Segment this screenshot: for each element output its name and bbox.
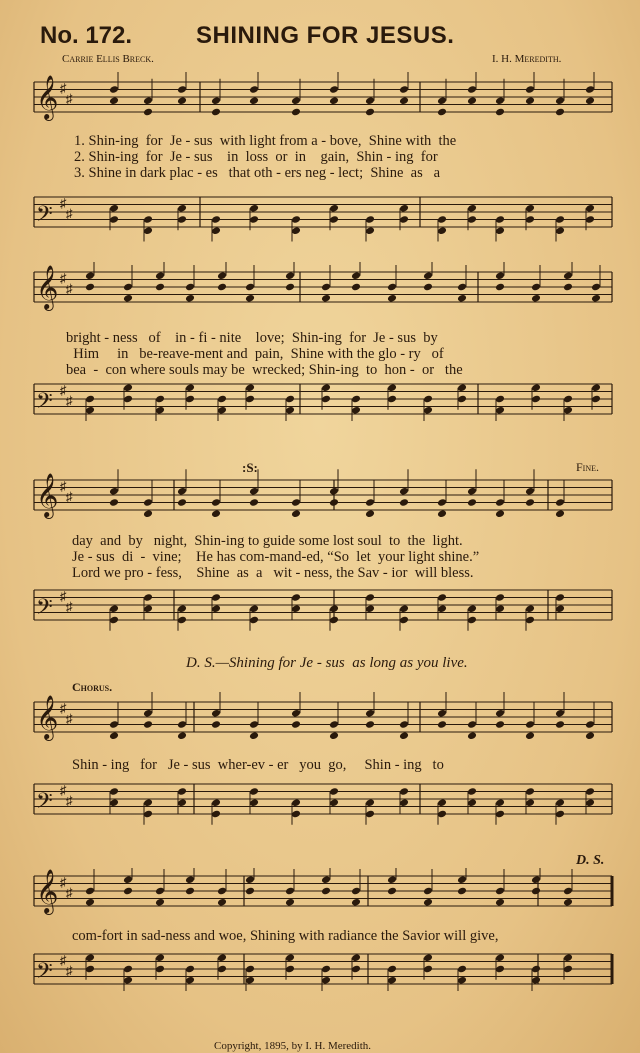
note-head [467,498,477,507]
note-head [495,509,505,518]
key-signature: ♯ [60,195,67,211]
note-head [109,498,119,507]
bass-clef: 𝄢 [36,202,53,232]
note-head [585,96,595,105]
treble-clef: 𝄞 [36,869,59,913]
note-head [321,887,331,896]
note-head [245,887,255,896]
note-head [387,887,397,896]
note-head [437,720,447,729]
treble-staff [34,692,612,741]
lyric-verse-3: bea - con where souls may be wrecked; Shin-ing to hon - or the [66,362,463,378]
treble-staff [34,262,612,311]
note-head [555,509,565,518]
lyric-verse-2: 2. Shin-ing for Je - sus in loss or in gain, Shin - ing for [74,149,438,165]
note-head [177,731,187,740]
note-head [525,731,535,740]
note-head [423,898,433,907]
note-head [555,720,565,729]
note-head [249,731,259,740]
note-head [531,887,541,896]
note-head [423,283,433,292]
note-head [155,898,165,907]
treble-clef: 𝄞 [36,75,59,119]
note-head [563,283,573,292]
bass-staff [34,589,612,631]
bass-clef: 𝄢 [36,389,53,419]
note-head [457,294,467,303]
note-head [495,283,505,292]
composer-credit: I. H. Meredith. [492,53,562,65]
note-head [457,887,467,896]
treble-staff [34,469,612,519]
lyric-verse-2: Him in be-reave-ment and pain, Shine with the glo - ry of [66,346,444,362]
treble-clef: 𝄞 [36,473,59,517]
note-head [365,720,375,729]
bass-staff [34,783,612,825]
bass-staff [34,383,612,422]
note-head [291,509,301,518]
key-signature: ♯ [60,874,67,890]
key-signature: ♯ [66,711,73,726]
key-signature: ♯ [66,393,73,408]
lyric-verse-3: 3. Shine in dark plac - es that oth - ers neg - lect; Shine as a [74,165,441,181]
key-signature: ♯ [66,489,73,504]
hymn-title: SHINING FOR JESUS. [196,22,455,49]
note-head [365,108,375,117]
lyric-verse-1: 1. Shin-ing for Je - sus with light from a - bove, Shine with the [74,133,457,149]
note-head [185,294,195,303]
note-head [399,731,409,740]
bass-clef: 𝄢 [36,595,53,625]
treble-staff [34,72,612,121]
key-signature: ♯ [66,963,73,978]
key-signature: ♯ [60,782,67,798]
treble-clef: 𝄞 [36,265,59,309]
note-head [249,498,259,507]
note-head [123,887,133,896]
note-head [467,731,477,740]
note-head [177,498,187,507]
note-head [329,731,339,740]
note-head [495,108,505,117]
note-head [245,294,255,303]
note-head [531,294,541,303]
note-head [285,283,295,292]
key-signature: ♯ [66,281,73,296]
copyright-notice: Copyright, 1895, by I. H. Meredith. [214,1040,372,1052]
lyric-verse-1: bright - ness of in - fi - nite love; Shin-ing for Je - sus by [66,330,438,346]
note-head [437,108,447,117]
note-head [563,898,573,907]
lyric-verse-1: day and by night, Shin-ing to guide some lost soul to the light. [72,533,463,549]
key-signature: ♯ [66,793,73,808]
lyric-verse-3: Lord we pro - fess, Shine as a wit - ness, the Sav - ior will bless. [72,565,474,581]
lyric-verse-2: Je - sus di - vine; He has com-mand-ed, “So let your light shine.” [72,549,480,565]
note-head [123,294,133,303]
lyric-chorus-2: com-fort in sad-ness and woe, Shining with radiance the Savior will give, [72,928,499,944]
note-head [143,720,153,729]
key-signature: ♯ [60,952,67,968]
note-head [185,887,195,896]
note-head [143,108,153,117]
note-head [217,283,227,292]
note-head [387,294,397,303]
note-head [211,720,221,729]
note-head [495,898,505,907]
note-head [85,283,95,292]
note-head [399,498,409,507]
note-head [585,731,595,740]
key-signature: ♯ [60,588,67,604]
key-signature: ♯ [66,885,73,900]
key-signature: ♯ [60,270,67,286]
treble-clef: 𝄞 [36,695,59,739]
key-signature: ♯ [60,700,67,716]
note-head [291,108,301,117]
note-head [351,283,361,292]
key-signature: ♯ [60,382,67,398]
note-head [329,96,339,105]
ds-instruction: D. S.—Shining for Je - sus as long as you live. [186,655,468,671]
note-head [249,96,259,105]
fine-marking: Fine. [576,460,600,474]
segno-sign: :S: [242,460,258,475]
note-head [467,96,477,105]
ds-marking: D. S. [576,853,605,868]
hymn-number: No. 172. [40,22,133,49]
note-head [525,96,535,105]
lyricist-credit: Carrie Ellis Breck. [62,53,154,65]
note-head [85,898,95,907]
note-head [143,509,153,518]
note-head [109,96,119,105]
note-head [525,498,535,507]
note-head [211,509,221,518]
note-head [365,509,375,518]
note-head [555,108,565,117]
treble-staff [34,868,612,915]
bass-clef: 𝄢 [36,789,53,819]
note-head [321,294,331,303]
note-head [109,731,119,740]
note-head [437,509,447,518]
bass-staff [34,953,612,992]
chorus-label: Chorus. [72,680,113,694]
key-signature: ♯ [66,599,73,614]
key-signature: ♯ [60,478,67,494]
note-head [211,108,221,117]
key-signature: ♯ [60,80,67,96]
note-head [351,898,361,907]
note-head [591,294,601,303]
note-head [155,283,165,292]
lyric-chorus-1: Shin - ing for Je - sus wher-ev - er you go, Shin - ing to [72,757,444,773]
note-head [177,96,187,105]
bass-clef: 𝄢 [36,959,53,989]
key-signature: ♯ [66,206,73,221]
note-head [285,898,295,907]
note-head [291,720,301,729]
note-head [329,498,339,507]
note-head [399,96,409,105]
key-signature: ♯ [66,91,73,106]
note-head [217,898,227,907]
note-head [495,720,505,729]
bass-staff [34,196,612,242]
